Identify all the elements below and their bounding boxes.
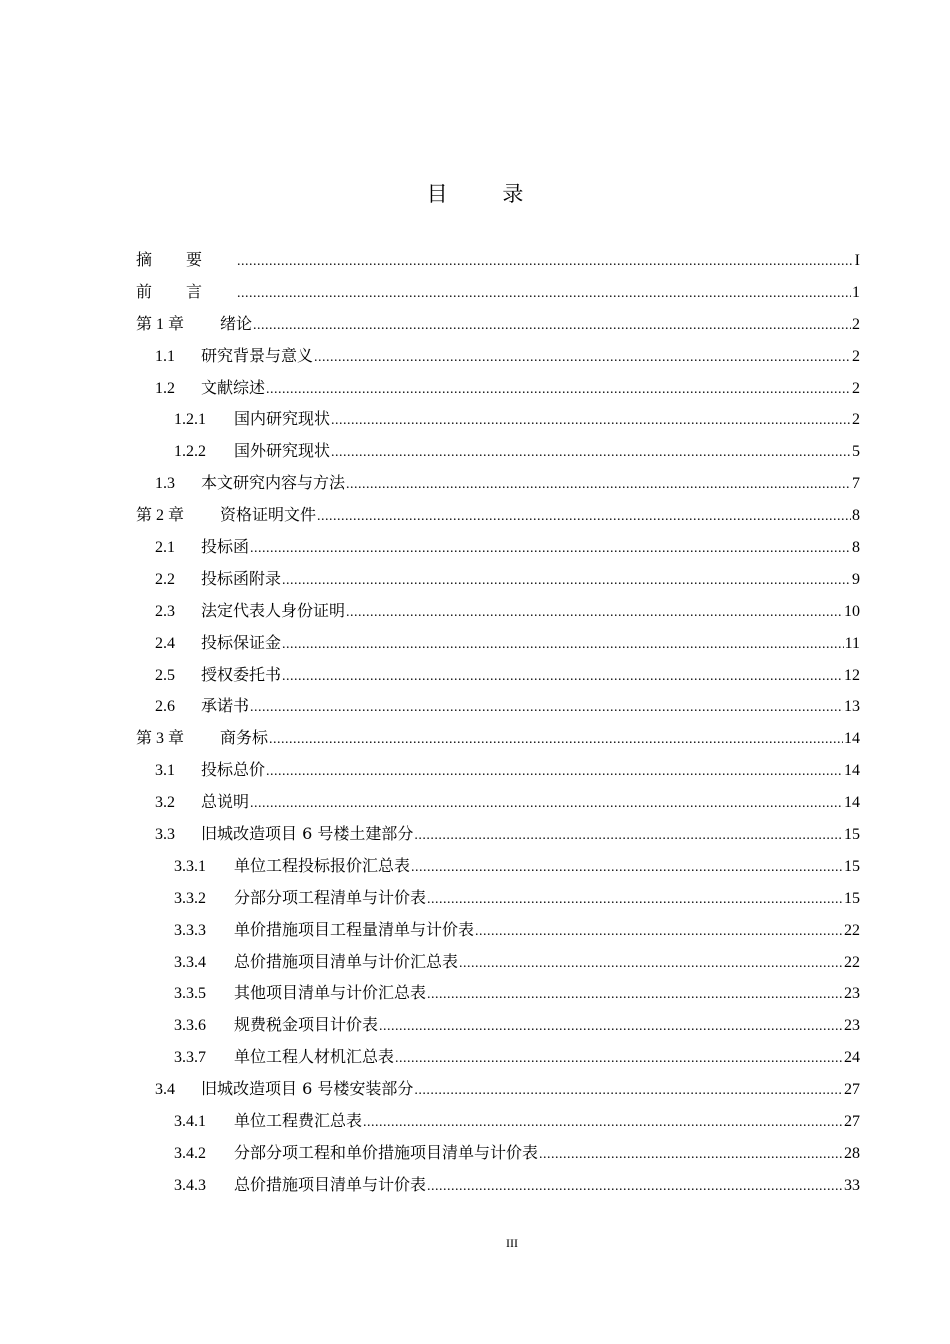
toc-entry-page: 27 [844,1113,860,1131]
dot-leader [427,979,843,1011]
dot-leader [411,852,843,884]
toc-entry-number: 3.3.7 [174,1049,206,1067]
toc-entry-page: 5 [852,443,860,461]
toc-entry-number: 3.3 [155,826,175,844]
dot-leader [282,661,843,693]
toc-title: 目 录 [426,182,548,206]
dot-leader [346,597,843,629]
toc-entry-page: 15 [844,889,860,907]
toc-entry-number: 3.4 [155,1081,175,1099]
toc-entry-number: 3.3.3 [174,921,206,939]
dot-leader [266,374,851,406]
toc-entry-number: 2.3 [155,602,175,620]
toc-entry-title: 本文研究内容与方法 [201,473,346,493]
dot-leader [282,565,851,597]
dot-leader [379,1011,843,1043]
toc-entry-page: 7 [852,475,860,493]
toc-entry-title: 资格证明文件 [220,505,317,525]
toc-entry-title: 前言 [136,281,237,301]
toc-entry-page: 22 [844,953,860,971]
toc-entry[interactable] [136,1169,860,1201]
toc-entry-page: 2 [852,379,860,397]
toc-entry-number: 3.1 [155,762,175,780]
toc-entry-page: 10 [844,602,860,620]
toc-entry-page: 15 [844,857,860,875]
toc-entry-number: 3.3.2 [174,889,206,907]
toc-entry-title: 承诺书 [201,696,250,716]
toc-entry[interactable] [136,531,860,563]
toc-entry-title: 投标函 [201,537,250,557]
toc-entry-number: 3.3.1 [174,857,206,875]
toc-entry-title: 单位工程人材机汇总表 [234,1047,395,1067]
toc-entry-number: 2.6 [155,698,175,716]
toc-entry[interactable] [136,499,860,531]
dot-leader [331,405,851,437]
dot-leader [269,724,843,756]
toc-entry-title: 总说明 [201,792,250,812]
toc-entry[interactable] [136,1137,860,1169]
toc-entry-title: 旧城改造项目 6 号楼土建部分 [201,824,414,844]
toc-entry-number: 第 1 章 [136,315,185,333]
toc-entry-number: 3.2 [155,794,175,812]
toc-entry-page: 8 [852,539,860,557]
dot-leader [346,469,851,501]
toc-entry-page: 12 [844,666,860,684]
toc-entry[interactable] [136,372,860,404]
toc-entry-title: 国外研究现状 [234,441,331,461]
table-of-contents [136,244,860,1201]
toc-entry-page: I [854,252,860,269]
toc-entry-page: 13 [844,698,860,716]
toc-entry-page: 33 [844,1176,860,1194]
toc-entry-page: 28 [844,1144,860,1162]
toc-entry-page: 24 [844,1049,860,1067]
toc-entry[interactable] [136,1041,860,1073]
toc-entry[interactable] [136,914,860,946]
dot-leader [314,342,851,374]
toc-entry-title: 总价措施项目清单与计价汇总表 [234,951,459,971]
toc-entry-number: 1.3 [155,475,175,493]
toc-entry-title: 分部分项工程清单与计价表 [234,887,427,907]
toc-entry-title: 规费税金项目计价表 [234,1015,379,1035]
toc-entry[interactable] [136,308,860,340]
toc-entry[interactable] [136,1073,860,1105]
toc-entry[interactable] [136,786,860,818]
toc-entry-page: 2 [852,347,860,365]
toc-entry[interactable] [136,1009,860,1041]
toc-entry-number: 3.3.5 [174,985,206,1003]
dot-leader [427,1171,843,1203]
dot-leader [395,1043,843,1075]
toc-entry-page: 11 [844,634,860,652]
toc-entry-title: 投标函附录 [201,568,282,588]
toc-entry-title: 研究背景与意义 [201,345,314,365]
toc-entry-number: 2.5 [155,666,175,684]
toc-entry-page: 15 [844,826,860,844]
toc-entry[interactable] [136,690,860,722]
dot-leader [475,916,843,948]
toc-entry-number: 1.1 [155,347,175,365]
toc-entry-page: 2 [852,315,860,333]
toc-entry-title: 总价措施项目清单与计价表 [234,1174,427,1194]
toc-entry[interactable] [136,435,860,467]
toc-entry[interactable] [136,977,860,1009]
toc-entry-number: 2.1 [155,539,175,557]
toc-entry-title: 摘要 [136,250,237,269]
dot-leader [237,278,851,310]
toc-entry[interactable] [136,276,860,308]
toc-entry-title: 绪论 [220,313,253,333]
toc-entry-title: 投标保证金 [201,632,282,652]
dot-leader [266,756,843,788]
dot-leader [459,948,843,980]
toc-entry[interactable] [136,403,860,435]
dot-leader [253,310,851,342]
dot-leader [250,533,851,565]
toc-entry[interactable] [136,467,860,499]
toc-entry[interactable] [136,722,860,754]
toc-entry-title: 授权委托书 [201,664,282,684]
toc-entry-page: 14 [844,794,860,812]
toc-entry[interactable] [136,818,860,850]
dot-leader [331,437,851,469]
toc-entry[interactable] [136,627,860,659]
toc-entry[interactable] [136,1105,860,1137]
toc-entry[interactable] [136,563,860,595]
toc-entry[interactable] [136,244,860,276]
toc-entry-page: 27 [844,1081,860,1099]
toc-entry-number: 1.2.1 [174,411,206,429]
toc-entry-title: 其他项目清单与计价汇总表 [234,983,427,1003]
toc-entry-page: 1 [852,283,860,301]
toc-entry-title: 分部分项工程和单价措施项目清单与计价表 [234,1142,539,1162]
toc-entry-number: 第 2 章 [136,507,185,525]
toc-entry-number: 3.4.2 [174,1144,206,1162]
toc-entry-title: 法定代表人身份证明 [201,600,346,620]
dot-leader [363,1107,843,1139]
toc-entry-page: 8 [852,507,860,525]
toc-entry-number: 第 3 章 [136,730,185,748]
dot-leader [237,246,854,278]
toc-entry-number: 3.3.4 [174,953,206,971]
toc-entry[interactable] [136,340,860,372]
toc-entry[interactable] [136,946,860,978]
toc-entry-page: 23 [844,985,860,1003]
toc-entry-number: 1.2 [155,379,175,397]
toc-entry-title: 单位工程投标报价汇总表 [234,855,411,875]
toc-entry-page: 22 [844,921,860,939]
toc-entry-page: 14 [844,762,860,780]
page-number: III [506,1236,518,1250]
toc-entry-number: 2.2 [155,570,175,588]
toc-entry-title: 旧城改造项目 6 号楼安装部分 [201,1079,414,1099]
toc-entry-title: 单位工程费汇总表 [234,1111,363,1131]
toc-entry[interactable] [136,659,860,691]
toc-entry[interactable] [136,754,860,786]
toc-entry[interactable] [136,850,860,882]
toc-entry-page: 23 [844,1017,860,1035]
toc-entry-number: 3.4.3 [174,1176,206,1194]
toc-entry-number: 2.4 [155,634,175,652]
dot-leader [427,884,843,916]
toc-entry-title: 单价措施项目工程量清单与计价表 [234,919,475,939]
dot-leader [282,629,844,661]
dot-leader [539,1139,843,1171]
dot-leader [250,788,843,820]
toc-entry-number: 3.3.6 [174,1017,206,1035]
toc-entry[interactable] [136,595,860,627]
toc-entry-page: 14 [844,730,860,748]
dot-leader [250,692,843,724]
toc-entry-number: 3.4.1 [174,1113,206,1131]
toc-entry-title: 国内研究现状 [234,409,331,429]
toc-entry-title: 商务标 [220,728,269,748]
toc-entry[interactable] [136,882,860,914]
toc-entry-page: 9 [852,570,860,588]
toc-entry-title: 文献综述 [201,377,266,397]
toc-entry-page: 2 [852,411,860,429]
dot-leader [414,820,843,852]
dot-leader [414,1075,843,1107]
toc-entry-number: 1.2.2 [174,443,206,461]
toc-entry-title: 投标总价 [201,760,266,780]
dot-leader [317,501,851,533]
